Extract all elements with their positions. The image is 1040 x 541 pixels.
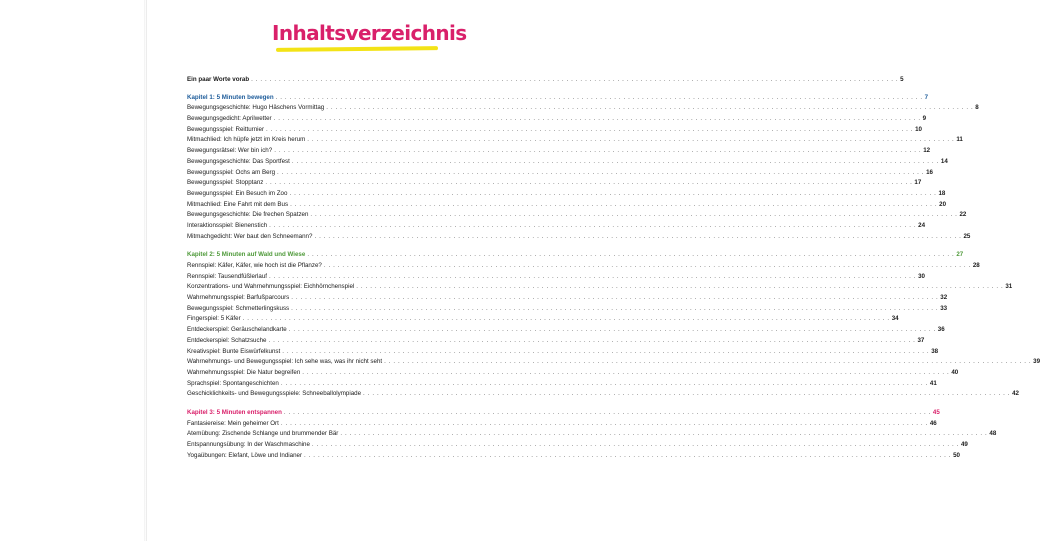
toc-entry-page: 39	[1033, 358, 1040, 366]
toc-entry-page: 49	[960, 441, 968, 448]
toc-leader-dots: . . . . . . . . . . . . . . . . . . . . . . . . . . . . . . . . . . . . . . . . . . . . . . . . . . . . . . . . . . . . . . . . . . . . . . . . . . . . . . . . . . . . . . . . . . . . . . . . . . . . . . . . . . . . . . . . . . . . . . . . . . . . . . . . . . . . . . . . . . . .	[290, 200, 938, 208]
toc-chapter-heading[interactable]	[187, 93, 929, 104]
toc-entry-row[interactable]	[187, 368, 959, 379]
toc-entry-page: 20	[939, 200, 947, 208]
toc-entry-title: Sprachspiel: Spontangeschichten	[187, 379, 279, 387]
toc-entry-row[interactable]	[187, 189, 946, 200]
toc-leader-dots: . . . . . . . . . . . . . . . . . . . . . . . . . . . . . . . . . . . . . . . . . . . . . . . . . . . . . . . . . . . . . . . . . . . . . . . . . . . . . . . . . . . . . . . . . . . . . . . . . . . . . . . . . . . . . . . . . . . . . . . . . . . . . . . . . . . . . . . . . . . .	[273, 115, 921, 123]
toc-entry-title: Bewegungsspiel: Ochs am Berg	[187, 168, 276, 176]
toc-entry-row[interactable]	[187, 451, 960, 462]
toc-entry-page: 14	[940, 157, 948, 165]
toc-leader-dots: . . . . . . . . . . . . . . . . . . . . . . . . . . . . . . . . . . . . . . . . . . . . . . . . . . . . . . . . . . . . . . . . . . . . . . . . . . . . . . . . . . . . . . . . . . . . . . . . . . . . . . . . . . . . . . . . . . . . . . . . . . . . . . . . . . . . . . . . . . . .	[265, 179, 913, 187]
toc-entry-title: Interaktionsspiel: Bienenstich	[187, 221, 268, 229]
toc-entry-row[interactable]	[187, 103, 979, 114]
toc-entry-page: 48	[989, 430, 997, 438]
toc-entry-title: Mitmachgedicht: Wer baut den Schneemann?	[187, 232, 313, 240]
toc-entry-title: Ein paar Worte vorab	[187, 76, 250, 83]
toc-entry-title: Fingerspiel: 5 Käfer	[187, 315, 241, 323]
toc-entry-page: 10	[915, 125, 922, 133]
toc-leader-dots: . . . . . . . . . . . . . . . . . . . . . . . . . . . . . . . . . . . . . . . . . . . . . . . . . . . . . . . . . . . . . . . . . . . . . . . . . . . . . . . . . . . . . . . . . . . . . . . . . . . . . . . . . . . . . . . . . . . . . . . . . . . . . . . . . . . . . . . . . . . .	[283, 408, 931, 416]
toc-entry-title: Mitmachlied: Eine Fahrt mit dem Bus	[187, 200, 289, 208]
chapter-spacer	[187, 86, 512, 93]
toc-entry-title: Bewegungsgeschichte: Die frechen Spatzen	[187, 211, 309, 219]
page-title: Inhaltsverzeichnis	[272, 21, 467, 45]
toc-entry-page: 37	[917, 336, 925, 344]
toc-entry-page: 17	[914, 179, 922, 187]
toc-entry-page: 34	[891, 315, 899, 323]
toc-entry-page: 30	[918, 272, 925, 280]
toc-entry-title: Yogaübungen: Elefant, Löwe und Indianer	[187, 451, 303, 459]
toc-entry-title: Bewegungsspiel: Schmetterlingskuss	[187, 304, 290, 312]
toc-entry-title: Bewegungsspiel: Ein Besuch im Zoo	[187, 189, 288, 197]
toc-entry-title: Bewegungsspiel: Reitturnier	[187, 125, 265, 133]
toc-entry-page: 8	[975, 104, 979, 112]
toc-entry-title: Geschicklichkeits- und Bewegungsspiele: Schneeballolympiade	[187, 390, 362, 398]
toc-entry-title: Bewegungsgeschichte: Hugo Häschens Vormittag	[187, 104, 325, 112]
toc-entry-row[interactable]	[187, 178, 922, 189]
toc-entry-row[interactable]	[187, 336, 925, 347]
toc-leader-dots: . . . . . . . . . . . . . . . . . . . . . . . . . . . . . . . . . . . . . . . . . . . . . . . . . . . . . . . . . . . . . . . . . . . . . . . . . . . . . . . . . . . . . . . . . . . . . . . . . . . . . . . . . . . . . . . . . . . . . . . . . . . . . . . . . . . . . . . . . . . .	[291, 157, 939, 165]
toc-entry-row[interactable]	[187, 325, 945, 336]
toc-entry-title: Kapitel 3: 5 Minuten entspannen	[187, 408, 282, 416]
toc-entry-title: Entdeckerspiel: Schatzsuche	[187, 336, 267, 344]
toc-leader-dots: . . . . . . . . . . . . . . . . . . . . . . . . . . . . . . . . . . . . . . . . . . . . . . . . . . . . . . . . . . . . . . . . . . . . . . . . . . . . . . . . . . . . . . . . . . . . . . . . . . . . . . . . . . . . . . . . . . . . . . . . . . . . . . . . . . . . . . . . . . . .	[277, 168, 925, 176]
toc-leader-dots: . . . . . . . . . . . . . . . . . . . . . . . . . . . . . . . . . . . . . . . . . . . . . . . . . . . . . . . . . . . . . . . . . . . . . . . . . . . . . . . . . . . . . . . . . . . . . . . . . . . . . . . . . . . . . . . . . . . . . . . . . . . . . . . . . . . . . . . . . . . .	[282, 347, 930, 355]
toc-entry-title: Wahrnehmungs- und Bewegungsspiel: Ich sehe was, was ihr nicht seht	[187, 358, 383, 366]
toc-entry-row[interactable]	[187, 282, 1013, 293]
toc-entry-page: 45	[932, 408, 940, 416]
toc-leader-dots: . . . . . . . . . . . . . . . . . . . . . . . . . . . . . . . . . . . . . . . . . . . . . . . . . . . . . . . . . . . . . . . . . . . . . . . . . . . . . . . . . . . . . . . . . . . . . . . . . . . . . . . . . . . . . . . . . . . . . . . . . . . . . . . . . . . . . . . . . . . .	[289, 189, 937, 197]
toc-entry-title: Wahrnehmungsspiel: Die Natur begreifen	[187, 368, 301, 376]
toc-entry-row[interactable]	[187, 347, 939, 358]
toc-entry-title: Bewegungsspiel: Stopptanz	[187, 179, 264, 187]
toc-leader-dots: . . . . . . . . . . . . . . . . . . . . . . . . . . . . . . . . . . . . . . . . . . . . . . . . . . . . . . . . . . . . . . . . . . . . . . . . . . . . . . . . . . . . . . . . . . . . . . . . . . . . . . . . . . . . . . . . . . . . . . . . . . . . . . . . . . . . . . . . . . . .	[307, 251, 955, 259]
toc-entry-row[interactable]	[187, 146, 931, 157]
toc-leader-dots: . . . . . . . . . . . . . . . . . . . . . . . . . . . . . . . . . . . . . . . . . . . . . . . . . . . . . . . . . . . . . . . . . . . . . . . . . . . . . . . . . . . . . . . . . . . . . . . . . . . . . . . . . . . . . . . . . . . . . . . . . . . . . . . . . . . . . . . . . . . .	[280, 379, 928, 387]
toc-entry-page: 28	[972, 262, 980, 269]
toc-entry-page: 38	[931, 347, 939, 355]
toc-entry-title: Rennspiel: Käfer, Käfer, wie hoch ist die Pflanze?	[187, 262, 322, 269]
toc-entry-row[interactable]	[187, 440, 968, 451]
toc-entry-title: Rennspiel: Tausendfüßlerlauf	[187, 272, 268, 280]
toc-leader-dots: . . . . . . . . . . . . . . . . . . . . . . . . . . . . . . . . . . . . . . . . . . . . . . . . . . . . . . . . . . . . . . . . . . . . . . . . . . . . . . . . . . . . . . . . . . . . . . . . . . . . . . . . . . . . . . . . . . . . . . . . . . . . . . . . . . . . . . . . . . . .	[274, 147, 922, 155]
toc-entry-page: 25	[963, 232, 971, 240]
toc-entry-page: 46	[929, 419, 937, 427]
toc-entry-row[interactable]	[187, 157, 948, 168]
table-of-contents	[187, 75, 1040, 461]
toc-entry-row[interactable]	[187, 429, 997, 440]
toc-entry-title: Bewegungsrätsel: Wer bin ich?	[187, 147, 273, 155]
toc-leader-dots: . . . . . . . . . . . . . . . . . . . . . . . . . . . . . . . . . . . . . . . . . . . . . . . . . . . . . . . . . . . . . . . . . . . . . . . . . . . . . . . . . . . . . . . . . . . . . . . . . . . . . . . . . . . . . . . . . . . . . . . . . . . . . . . . . . . . . . . . . . . .	[384, 358, 1032, 366]
toc-entry-row[interactable]	[187, 389, 1019, 400]
toc-entry-title: Kapitel 1: 5 Minuten bewegen	[187, 93, 274, 101]
toc-entry-page: 11	[956, 136, 963, 144]
toc-entry-title: Atemübung: Zischende Schlange und brummender Bär	[187, 430, 339, 438]
toc-leader-dots: . . . . . . . . . . . . . . . . . . . . . . . . . . . . . . . . . . . . . . . . . . . . . . . . . . . . . . . . . . . . . . . . . . . . . . . . . . . . . . . . . . . . . . . . . . . . . . . . . . . . . . . . . . . . . . . . . . . . . . . . . . . . . . . . . . . . . . . . . . . .	[340, 430, 988, 438]
toc-leader-dots: . . . . . . . . . . . . . . . . . . . . . . . . . . . . . . . . . . . . . . . . . . . . . . . . . . . . . . . . . . . . . . . . . . . . . . . . . . . . . . . . . . . . . . . . . . . . . . . . . . . . . . . . . . . . . . . . . . . . . . . . . . . . . . . . . . . . . . . . . . . .	[251, 76, 899, 83]
toc-leader-dots: . . . . . . . . . . . . . . . . . . . . . . . . . . . . . . . . . . . . . . . . . . . . . . . . . . . . . . . . . . . . . . . . . . . . . . . . . . . . . . . . . . . . . . . . . . . . . . . . . . . . . . . . . . . . . . . . . . . . . . . . . . . . . . . . . . . . . . . . . . . .	[269, 272, 917, 280]
toc-entry-row[interactable]	[187, 272, 925, 283]
toc-entry-page: 22	[959, 211, 967, 219]
toc-leader-dots: . . . . . . . . . . . . . . . . . . . . . . . . . . . . . . . . . . . . . . . . . . . . . . . . . . . . . . . . . . . . . . . . . . . . . . . . . . . . . . . . . . . . . . . . . . . . . . . . . . . . . . . . . . . . . . . . . . . . . . . . . . . . . . . . . . . . . . . . . . . .	[268, 336, 916, 344]
toc-entry-row[interactable]	[187, 114, 927, 125]
chapter-spacer	[187, 400, 512, 408]
toc-entry-title: Bewegungsgeschichte: Das Sportfest	[187, 157, 290, 165]
toc-entry-page: 41	[929, 379, 937, 387]
toc-leader-dots: . . . . . . . . . . . . . . . . . . . . . . . . . . . . . . . . . . . . . . . . . . . . . . . . . . . . . . . . . . . . . . . . . . . . . . . . . . . . . . . . . . . . . . . . . . . . . . . . . . . . . . . . . . . . . . . . . . . . . . . . . . . . . . . . . . . . . . . . . . . .	[291, 304, 939, 312]
toc-leader-dots: . . . . . . . . . . . . . . . . . . . . . . . . . . . . . . . . . . . . . . . . . . . . . . . . . . . . . . . . . . . . . . . . . . . . . . . . . . . . . . . . . . . . . . . . . . . . . . . . . . . . . . . . . . . . . . . . . . . . . . . . . . . . . . . . . . . . . . . . . . . .	[363, 390, 1011, 398]
toc-chapter-heading[interactable]	[187, 250, 964, 261]
toc-leader-dots: . . . . . . . . . . . . . . . . . . . . . . . . . . . . . . . . . . . . . . . . . . . . . . . . . . . . . . . . . . . . . . . . . . . . . . . . . . . . . . . . . . . . . . . . . . . . . . . . . . . . . . . . . . . . . . . . . . . . . . . . . . . . . . . . . . . . . . . . . . . .	[310, 211, 958, 219]
toc-entry-row[interactable]	[187, 232, 971, 243]
toc-entry-row[interactable]	[187, 293, 948, 304]
toc-entry-row[interactable]	[187, 200, 947, 211]
toc-leader-dots: . . . . . . . . . . . . . . . . . . . . . . . . . . . . . . . . . . . . . . . . . . . . . . . . . . . . . . . . . . . . . . . . . . . . . . . . . . . . . . . . . . . . . . . . . . . . . . . . . . . . . . . . . . . . . . . . . . . . . . . . . . . . . . . . . . . . . . . . . . . .	[304, 451, 952, 459]
toc-entry-row[interactable]	[187, 261, 980, 272]
toc-entry-page: 27	[956, 251, 964, 259]
toc-leader-dots: . . . . . . . . . . . . . . . . . . . . . . . . . . . . . . . . . . . . . . . . . . . . . . . . . . . . . . . . . . . . . . . . . . . . . . . . . . . . . . . . . . . . . . . . . . . . . . . . . . . . . . . . . . . . . . . . . . . . . . . . . . . . . . . . . . . . . . . . . . . .	[326, 104, 974, 112]
toc-entry-title: Wahrnehmungsspiel: Barfußparcours	[187, 294, 290, 302]
toc-leader-dots: . . . . . . . . . . . . . . . . . . . . . . . . . . . . . . . . . . . . . . . . . . . . . . . . . . . . . . . . . . . . . . . . . . . . . . . . . . . . . . . . . . . . . . . . . . . . . . . . . . . . . . . . . . . . . . . . . . . . . . . . . . . . . . . . . . . . . . . . . . . .	[311, 441, 959, 448]
toc-entry-page: 7	[924, 93, 929, 101]
toc-leader-dots: . . . . . . . . . . . . . . . . . . . . . . . . . . . . . . . . . . . . . . . . . . . . . . . . . . . . . . . . . . . . . . . . . . . . . . . . . . . . . . . . . . . . . . . . . . . . . . . . . . . . . . . . . . . . . . . . . . . . . . . . . . . . . . . . . . . . . . . . . . . .	[275, 93, 923, 101]
toc-entry-title: Kapitel 2: 5 Minuten auf Wald und Wiese	[187, 251, 306, 259]
toc-entry-row[interactable]	[187, 125, 922, 136]
toc-entry-row[interactable]	[187, 379, 937, 390]
toc-entry-row[interactable]	[187, 210, 967, 221]
toc-leader-dots: . . . . . . . . . . . . . . . . . . . . . . . . . . . . . . . . . . . . . . . . . . . . . . . . . . . . . . . . . . . . . . . . . . . . . . . . . . . . . . . . . . . . . . . . . . . . . . . . . . . . . . . . . . . . . . . . . . . . . . . . . . . . . . . . . . . . . . . . . . . .	[307, 136, 955, 144]
toc-entry-page: 36	[937, 326, 945, 334]
title-underline	[276, 46, 438, 52]
toc-entry-title: Kreativspiel: Bunte Eiswürfelkunst	[187, 347, 281, 355]
toc-entry-title: Fantasiereise: Mein geheimer Ort	[187, 419, 279, 427]
toc-entry-page: 12	[923, 147, 931, 155]
toc-leader-dots: . . . . . . . . . . . . . . . . . . . . . . . . . . . . . . . . . . . . . . . . . . . . . . . . . . . . . . . . . . . . . . . . . . . . . . . . . . . . . . . . . . . . . . . . . . . . . . . . . . . . . . . . . . . . . . . . . . . . . . . . . . . . . . . . . . . . . . . . . . . .	[356, 283, 1004, 291]
toc-entry-page: 40	[951, 368, 959, 376]
toc-entry-row[interactable]	[187, 135, 963, 146]
toc-leader-dots: . . . . . . . . . . . . . . . . . . . . . . . . . . . . . . . . . . . . . . . . . . . . . . . . . . . . . . . . . . . . . . . . . . . . . . . . . . . . . . . . . . . . . . . . . . . . . . . . . . . . . . . . . . . . . . . . . . . . . . . . . . . . . . . . . . . . . . . . . . . .	[288, 326, 936, 334]
toc-entry-page: 5	[900, 76, 904, 83]
toc-entry-page: 42	[1012, 390, 1019, 398]
toc-chapter-heading[interactable]	[187, 408, 940, 419]
toc-leader-dots: . . . . . . . . . . . . . . . . . . . . . . . . . . . . . . . . . . . . . . . . . . . . . . . . . . . . . . . . . . . . . . . . . . . . . . . . . . . . . . . . . . . . . . . . . . . . . . . . . . . . . . . . . . . . . . . . . . . . . . . . . . . . . . . . . . . . . . . . . . . .	[266, 125, 914, 133]
chapter-spacer	[187, 242, 512, 250]
toc-entry-title: Mitmachlied: Ich hüpfe jetzt im Kreis herum	[187, 136, 306, 144]
toc-leader-dots: . . . . . . . . . . . . . . . . . . . . . . . . . . . . . . . . . . . . . . . . . . . . . . . . . . . . . . . . . . . . . . . . . . . . . . . . . . . . . . . . . . . . . . . . . . . . . . . . . . . . . . . . . . . . . . . . . . . . . . . . . . . . . . . . . . . . . . . . . . . .	[280, 419, 928, 427]
toc-leader-dots: . . . . . . . . . . . . . . . . . . . . . . . . . . . . . . . . . . . . . . . . . . . . . . . . . . . . . . . . . . . . . . . . . . . . . . . . . . . . . . . . . . . . . . . . . . . . . . . . . . . . . . . . . . . . . . . . . . . . . . . . . . . . . . . . . . . . . . . . . . . .	[302, 368, 950, 376]
toc-entry-page: 31	[1005, 283, 1013, 291]
toc-entry-page: 33	[940, 304, 948, 312]
toc-entry-row[interactable]	[187, 168, 933, 179]
toc-entry-title: Entspannungsübung: In der Waschmaschine	[187, 441, 310, 448]
toc-leader-dots: . . . . . . . . . . . . . . . . . . . . . . . . . . . . . . . . . . . . . . . . . . . . . . . . . . . . . . . . . . . . . . . . . . . . . . . . . . . . . . . . . . . . . . . . . . . . . . . . . . . . . . . . . . . . . . . . . . . . . . . . . . . . . . . . . . . . . . . . . . . .	[269, 221, 917, 229]
toc-entry-title: Konzentrations- und Wahrnehmungsspiel: Eichhörnchenspiel	[187, 283, 355, 291]
document-page	[146, 0, 1040, 541]
toc-intro-row[interactable]	[187, 75, 904, 86]
toc-entry-row[interactable]	[187, 221, 926, 232]
toc-leader-dots: . . . . . . . . . . . . . . . . . . . . . . . . . . . . . . . . . . . . . . . . . . . . . . . . . . . . . . . . . . . . . . . . . . . . . . . . . . . . . . . . . . . . . . . . . . . . . . . . . . . . . . . . . . . . . . . . . . . . . . . . . . . . . . . . . . . . . . . . . . . .	[291, 294, 939, 302]
toc-entry-page: 9	[922, 115, 927, 123]
toc-entry-row[interactable]	[187, 304, 948, 315]
toc-leader-dots: . . . . . . . . . . . . . . . . . . . . . . . . . . . . . . . . . . . . . . . . . . . . . . . . . . . . . . . . . . . . . . . . . . . . . . . . . . . . . . . . . . . . . . . . . . . . . . . . . . . . . . . . . . . . . . . . . . . . . . . . . . . . . . . . . . . . . . . . . . . .	[323, 262, 971, 269]
toc-entry-page: 50	[953, 451, 960, 459]
toc-entry-row[interactable]	[187, 314, 899, 325]
toc-leader-dots: . . . . . . . . . . . . . . . . . . . . . . . . . . . . . . . . . . . . . . . . . . . . . . . . . . . . . . . . . . . . . . . . . . . . . . . . . . . . . . . . . . . . . . . . . . . . . . . . . . . . . . . . . . . . . . . . . . . . . . . . . . . . . . . . . . . . . . . . . . . .	[314, 232, 962, 240]
toc-entry-page: 16	[926, 168, 933, 176]
toc-entry-row[interactable]	[187, 357, 1040, 368]
toc-entry-title: Entdeckerspiel: Geräuschelandkarte	[187, 326, 287, 334]
toc-leader-dots: . . . . . . . . . . . . . . . . . . . . . . . . . . . . . . . . . . . . . . . . . . . . . . . . . . . . . . . . . . . . . . . . . . . . . . . . . . . . . . . . . . . . . . . . . . . . . . . . . . . . . . . . . . . . . . . . . . . . . . . . . . . . . . . . . . . . . . . . . . . .	[242, 315, 890, 323]
toc-entry-page: 32	[940, 294, 948, 302]
toc-entry-page: 18	[938, 189, 946, 197]
toc-entry-row[interactable]	[187, 419, 937, 430]
toc-entry-page: 24	[918, 221, 926, 229]
toc-entry-title: Bewegungsgedicht: Aprilwetter	[187, 115, 272, 123]
title-block	[272, 20, 467, 56]
